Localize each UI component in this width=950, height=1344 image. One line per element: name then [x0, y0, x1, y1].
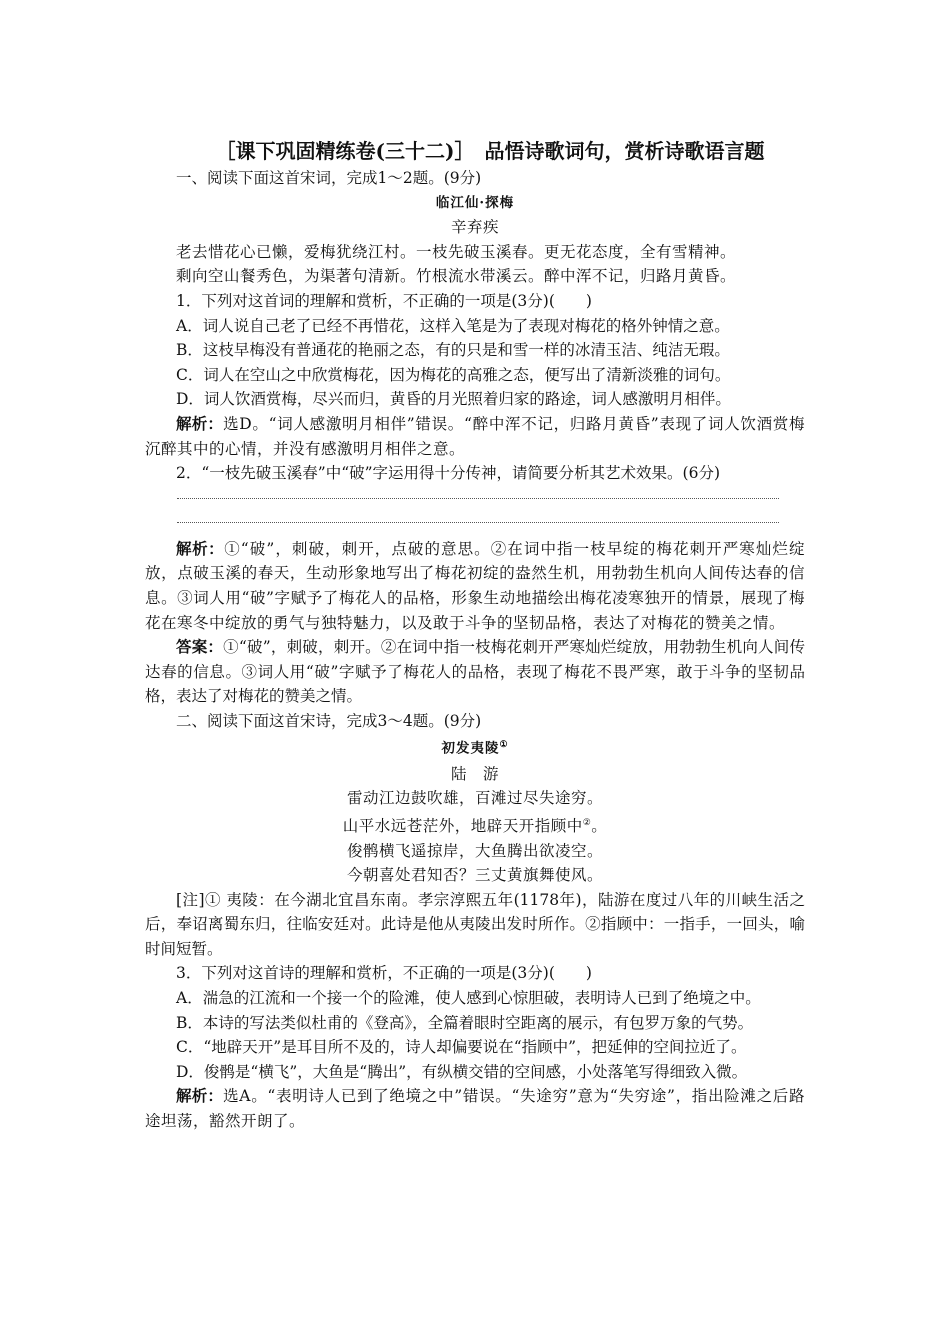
poem2-line-4: 今朝喜处君知否？三丈黄旗舞使风。 — [346, 866, 603, 885]
poem2-line-2-end: 。 — [591, 816, 608, 835]
q2-analysis-label: 解析： — [176, 538, 225, 558]
poem2-line-2-text: 山平水远苍茫外，地辟天开指顾中 — [342, 816, 583, 835]
poem2-note-label: [注] — [176, 890, 205, 909]
q3-analysis — [145, 1084, 805, 1133]
poem2-author: 陆 游 — [450, 764, 499, 783]
q3-option-c: C．“地辟天开”是耳目所不及的，诗人却偏要说在“指顾中”，把延伸的空间拉近了。 — [176, 1038, 747, 1057]
q3-analysis-text: 选A。“表明诗人已到了绝境之中”错误。“失途穷”意为“失穷途”，指出险滩之后路途坦荡，豁然开朗了。 — [145, 1087, 805, 1131]
poem2-note-text: ① 夷陵：在今湖北宜昌东南。孝宗淳熙五年(1178年)，陆游在度过八年的川峡生活之后，奉诏离蜀东归，往临安廷对。此诗是他从夷陵出发时所作。②指顾中：一指手，一回头，喻时间短暂。 — [145, 890, 805, 958]
q3-analysis-label: 解析： — [176, 1086, 224, 1106]
poem2-line-3: 俊鹘横飞遥掠岸，大鱼腾出欲凌空。 — [346, 841, 603, 860]
q1-option-c: C．词人在空山之中欣赏梅花，因为梅花的高雅之态，便写出了清新淡雅的词句。 — [176, 365, 731, 384]
q1-analysis-text: 选D。“词人感激明月相伴”错误。“醉中浑不记，归路月黄昏”表现了词人饮酒赏梅沉醉其中的心情，并没有感激明月相伴之意。 — [145, 414, 805, 458]
section2-heading: 二、阅读下面这首宋诗，完成3～4题。(9分) — [176, 711, 482, 730]
answer-line-1[interactable] — [177, 486, 779, 510]
q2-analysis — [145, 537, 805, 635]
q1-option-a: A．词人说自己老了已经不再惜花，这样入笔是为了表现对梅花的格外钟情之意。 — [176, 316, 730, 335]
q2-answer-text: ①“破”，刺破，刺开。②在词中指一枝梅花刺开严寒灿烂绽放，用勃勃生机向人间传达春的信息。③词人用“破”字赋予了梅花人的品格，表现了梅花不畏严寒，敢于斗争的坚韧品格，表达了对梅花的赞美之情。 — [145, 638, 805, 706]
q2-analysis-text: ①“破”，刺破，刺开，点破的意思。②在词中指一枝早绽的梅花刺开严寒灿烂绽放，点破玉溪的春天，生动形象地写出了梅花初绽的盎然生机，用勃勃生机向人间传达春的信息。③词人用“破”字赋予了梅花人的品格，形象生动地描绘出梅花凌寒独开的情景，展现了梅花在寒冬中绽放的勇气与独特魅力，以及敢于斗争的坚韧品格，表达了对梅花的赞美之情。 — [145, 539, 805, 632]
poem2-line-2 — [145, 811, 805, 839]
poem2-note — [145, 888, 805, 962]
poem1-line-2: 剩向空山餐秀色，为渠著句清新。竹根流水带溪云。醉中浑不记，归路月黄昏。 — [176, 267, 737, 286]
q1-analysis-label: 解析： — [176, 413, 224, 433]
q2-answer — [145, 635, 805, 709]
question-3: 3．下列对这首诗的理解和赏析，不正确的一项是(3分)( ) — [176, 964, 592, 983]
q2-answer-label: 答案： — [176, 637, 224, 657]
poem1-line-1: 老去惜花心已懒，爱梅犹绕江村。一枝先破玉溪春。更无花态度，全有雪精神。 — [176, 242, 737, 261]
question-2: 2．“一枝先破玉溪春”中“破”字运用得十分传神，请简要分析其艺术效果。(6分) — [176, 464, 721, 483]
q1-option-d: D．词人饮酒赏梅，尽兴而归，黄昏的月光照着归家的路途，词人感激明月相伴。 — [176, 390, 731, 409]
poem2-line-1: 雷动江边鼓吹雄，百滩过尽失途穷。 — [346, 789, 603, 808]
document-page — [145, 136, 805, 1134]
poem2-title-text: 初发夷陵 — [441, 740, 500, 757]
page-title: ［课下巩固精练卷(三十二)］ 品悟诗歌词句，赏析诗歌语言题 — [215, 139, 765, 163]
section1-heading: 一、阅读下面这首宋词，完成1～2题。(9分) — [176, 169, 482, 187]
question-1: 1．下列对这首词的理解和赏析，不正确的一项是(3分)( ) — [176, 291, 592, 310]
poem2-line-2-note-mark: ② — [582, 817, 592, 828]
answer-line-2[interactable] — [177, 510, 779, 534]
q3-option-a: A．湍急的江流和一个接一个的险滩，使人感到心惊胆破，表明诗人已到了绝境之中。 — [176, 989, 761, 1008]
poem2-title — [145, 733, 805, 761]
q1-analysis — [145, 412, 805, 461]
q1-option-b: B．这枝早梅没有普通花的艳丽之态，有的只是和雪一样的冰清玉洁、纯洁无瑕。 — [176, 341, 730, 360]
q3-option-b: B．本诗的写法类似杜甫的《登高》，全篇着眼时空距离的展示，有包罗万象的气势。 — [176, 1013, 754, 1032]
poem1-author: 辛弃疾 — [450, 218, 499, 237]
poem2-note-mark: ① — [499, 740, 509, 751]
q3-option-d: D．俊鹘是“横飞”，大鱼是“腾出”，有纵横交错的空间感，小处落笔写得细致入微。 — [176, 1062, 748, 1081]
poem1-title: 临江仙·探梅 — [435, 194, 515, 211]
